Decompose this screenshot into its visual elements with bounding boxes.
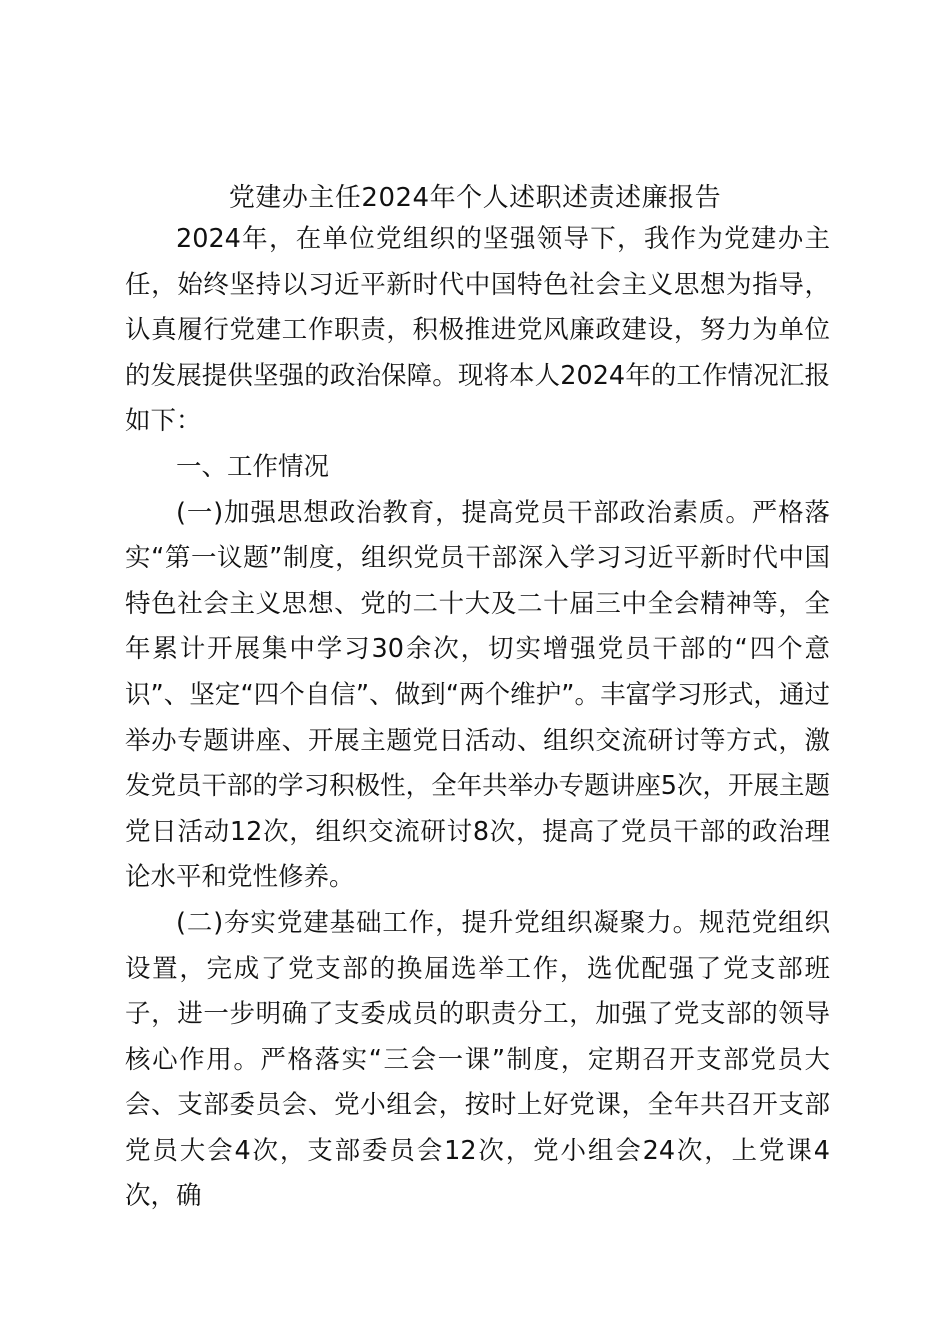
- section-heading-work: 一、工作情况: [176, 451, 330, 482]
- paragraph-political-education: (一)加强思想政治教育，提高党员干部政治素质。严格落实“第一议题”制度，组织党员干部深入学习习近平新时代中国特色社会主义思想、党的二十大及二十届三中全会精神等，全年累计开展集中学习30余次，切实增强党员干部的“四个意识”、坚定“四个自信”、做到“两个维护”。丰富学习形式，通过举办专题讲座、开展主题党日活动、组织交流研讨等方式，激发党员干部的学习积极性，全年共举办专题讲座5次，开展主题党日活动12次，组织交流研讨8次，提高了党员干部的政治理论水平和党性修养。: [125, 497, 830, 893]
- paragraph-party-building-basics: (二)夯实党建基础工作，提升党组织凝聚力。规范党组织设置，完成了党支部的换届选举工作，选优配强了党支部班子，进一步明确了支委成员的职责分工，加强了党支部的领导核心作用。严格落实“三会一课”制度，定期召开支部党员大会、支部委员会、党小组会，按时上好党课，全年共召开支部党员大会4次，支部委员会12次，党小组会24次，上党课4次，确: [125, 907, 830, 1212]
- paragraph-intro: 2024年，在单位党组织的坚强领导下，我作为党建办主任，始终坚持以习近平新时代中国特色社会主义思想为指导，认真履行党建工作职责，积极推进党风廉政建设，努力为单位的发展提供坚强的政治保障。现将本人2024年的工作情况汇报如下：: [125, 224, 830, 437]
- document-body: [125, 217, 830, 1220]
- document-title: 党建办主任2024年个人述职述责述廉报告: [228, 183, 722, 213]
